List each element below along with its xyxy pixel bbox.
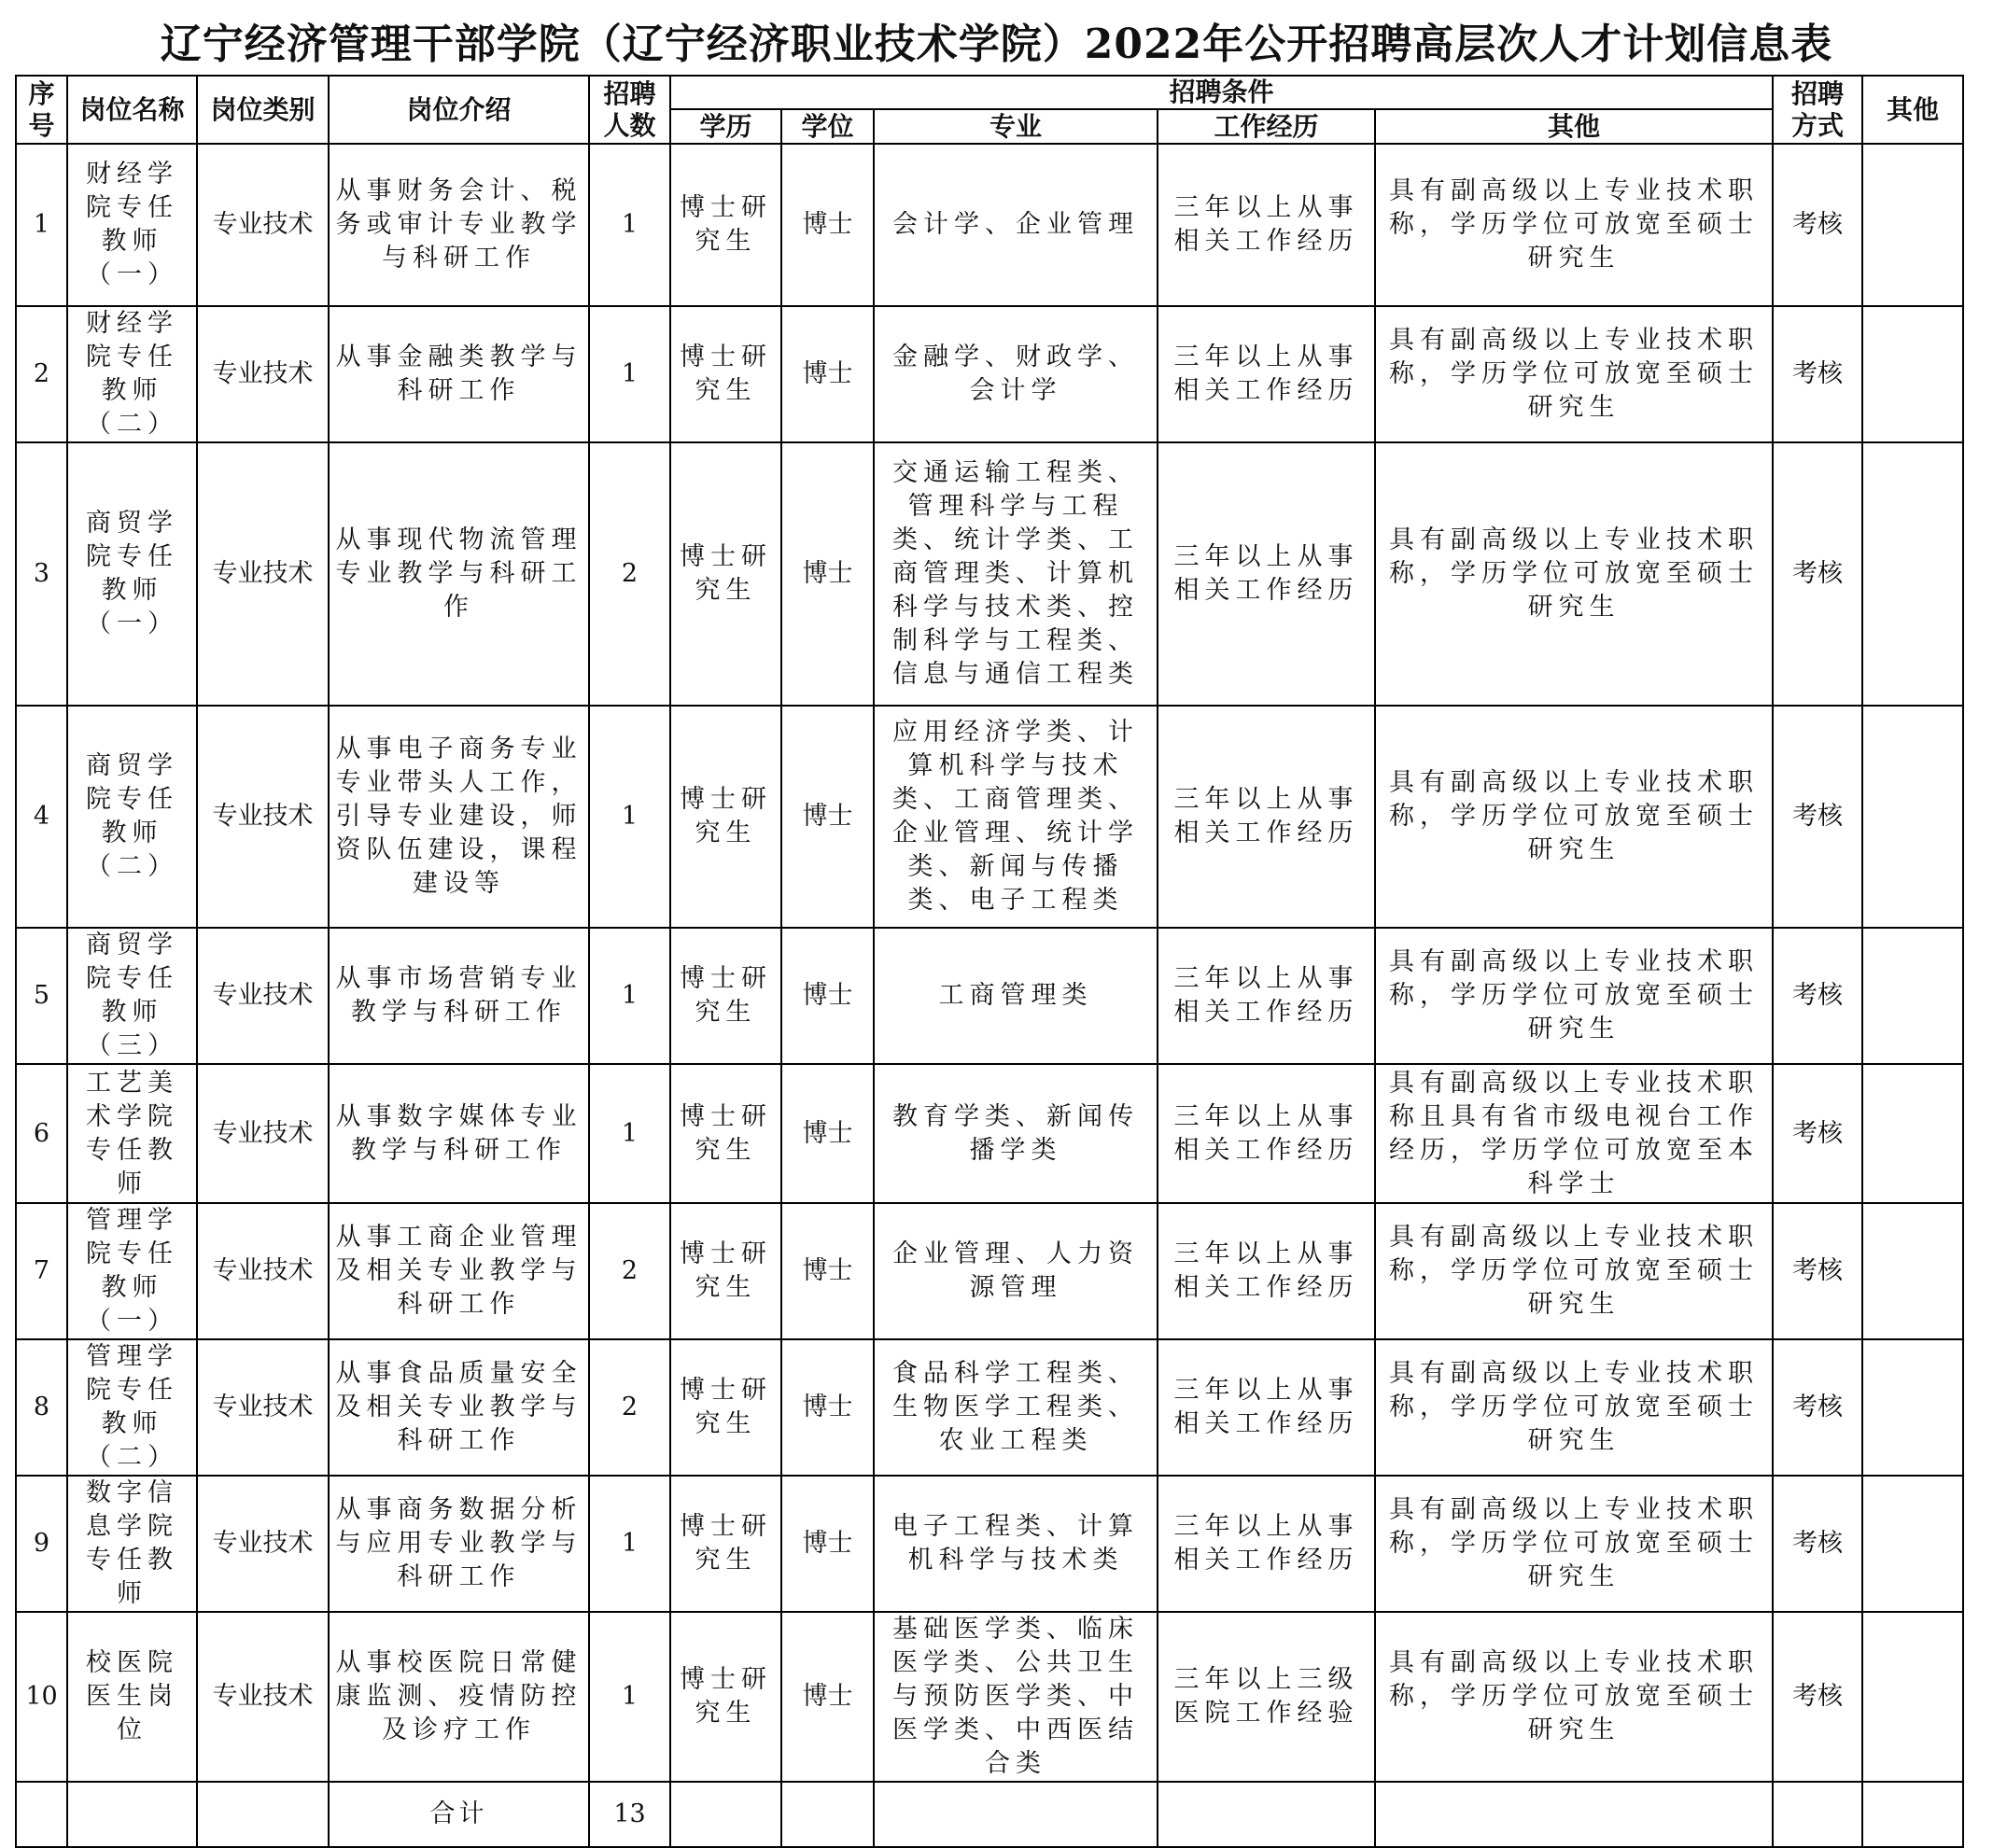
cell-experience: 三年以上从事相关工作经历 (1158, 928, 1375, 1064)
table-header (16, 76, 1963, 144)
cell-position-intro: 从事金融类教学与科研工作 (329, 306, 589, 442)
cell-education: 博士研究生 (670, 306, 781, 442)
cell-major: 企业管理、人力资源管理 (874, 1203, 1158, 1339)
cell-cond-other: 具有副高级以上专业技术职称，学历学位可放宽至硕士研究生 (1375, 306, 1773, 442)
cell-degree: 博士 (781, 1339, 874, 1476)
cell-position-type: 专业技术 (197, 144, 329, 306)
cell-position-name: 财经学院专任教师（一） (67, 144, 197, 306)
cell-experience: 三年以上从事相关工作经历 (1158, 1203, 1375, 1339)
cell-seq: 9 (16, 1476, 67, 1612)
header-experience: 工作经历 (1158, 109, 1375, 144)
cell-position-type: 专业技术 (197, 1339, 329, 1476)
cell-degree: 博士 (781, 1203, 874, 1339)
cell-seq: 8 (16, 1339, 67, 1476)
cell-major: 食品科学工程类、生物医学工程类、农业工程类 (874, 1339, 1158, 1476)
cell-method: 考核 (1773, 442, 1862, 706)
header-conditions: 招聘条件 (670, 76, 1773, 109)
cell-major: 会计学、企业管理 (874, 144, 1158, 306)
cell-position-intro: 从事食品质量安全及相关专业教学与科研工作 (329, 1339, 589, 1476)
cell-education: 博士研究生 (670, 1064, 781, 1203)
header-other: 其他 (1862, 76, 1963, 144)
cell-position-intro: 从事工商企业管理及相关专业教学与科研工作 (329, 1203, 589, 1339)
cell-position-name: 商贸学院专任教师（一） (67, 442, 197, 706)
cell-cond-other: 具有副高级以上专业技术职称，学历学位可放宽至硕士研究生 (1375, 1203, 1773, 1339)
cell-degree: 博士 (781, 706, 874, 928)
total-row (16, 1782, 1963, 1847)
table-row (16, 1064, 1963, 1203)
cell-count: 2 (589, 1203, 670, 1339)
total-cell-empty (1773, 1782, 1862, 1847)
cell-count: 1 (589, 706, 670, 928)
total-cell-empty (1862, 1782, 1963, 1847)
cell-degree: 博士 (781, 928, 874, 1064)
header-major: 专业 (874, 109, 1158, 144)
cell-degree: 博士 (781, 306, 874, 442)
cell-degree: 博士 (781, 442, 874, 706)
cell-education: 博士研究生 (670, 706, 781, 928)
header-cond-other: 其他 (1375, 109, 1773, 144)
cell-count: 2 (589, 1339, 670, 1476)
table-row (16, 306, 1963, 442)
cell-education: 博士研究生 (670, 442, 781, 706)
cell-method: 考核 (1773, 1476, 1862, 1612)
cell-count: 1 (589, 306, 670, 442)
table-row (16, 1203, 1963, 1339)
cell-education: 博士研究生 (670, 1339, 781, 1476)
cell-major: 电子工程类、计算机科学与技术类 (874, 1476, 1158, 1612)
cell-cond-other: 具有副高级以上专业技术职称，学历学位可放宽至硕士研究生 (1375, 1339, 1773, 1476)
cell-seq: 3 (16, 442, 67, 706)
cell-position-intro: 从事电子商务专业专业带头人工作，引导专业建设，师资队伍建设，课程建设等 (329, 706, 589, 928)
table-row (16, 706, 1963, 928)
cell-position-name: 工艺美术学院专任教师 (67, 1064, 197, 1203)
cell-position-name: 商贸学院专任教师（三） (67, 928, 197, 1064)
cell-experience: 三年以上从事相关工作经历 (1158, 706, 1375, 928)
total-cell-empty (670, 1782, 781, 1847)
cell-position-name: 管理学院专任教师（一） (67, 1203, 197, 1339)
cell-cond-other: 具有副高级以上专业技术职称，学历学位可放宽至硕士研究生 (1375, 1612, 1773, 1782)
total-label: 合计 (329, 1782, 589, 1847)
cell-position-name: 校医院医生岗位 (67, 1612, 197, 1782)
cell-position-intro: 从事商务数据分析与应用专业教学与科研工作 (329, 1476, 589, 1612)
cell-cond-other: 具有副高级以上专业技术职称，学历学位可放宽至硕士研究生 (1375, 928, 1773, 1064)
table-body (16, 144, 1963, 1847)
cell-education: 博士研究生 (670, 144, 781, 306)
cell-education: 博士研究生 (670, 1203, 781, 1339)
header-degree: 学位 (781, 109, 874, 144)
cell-seq: 1 (16, 144, 67, 306)
header-count: 招聘人数 (589, 76, 670, 144)
cell-count: 1 (589, 144, 670, 306)
header-method: 招聘方式 (1773, 76, 1862, 144)
total-cell-empty (781, 1782, 874, 1847)
cell-other (1862, 306, 1963, 442)
cell-method: 考核 (1773, 1064, 1862, 1203)
cell-count: 1 (589, 928, 670, 1064)
cell-seq: 4 (16, 706, 67, 928)
cell-position-name: 财经学院专任教师（二） (67, 306, 197, 442)
cell-seq: 5 (16, 928, 67, 1064)
cell-major: 交通运输工程类、管理科学与工程类、统计学类、工商管理类、计算机科学与技术类、控制科学与工程类、信息与通信工程类 (874, 442, 1158, 706)
cell-experience: 三年以上从事相关工作经历 (1158, 144, 1375, 306)
table-row (16, 1476, 1963, 1612)
cell-major: 基础医学类、临床医学类、公共卫生与预防医学类、中医学类、中西医结合类 (874, 1612, 1158, 1782)
cell-position-name: 商贸学院专任教师（二） (67, 706, 197, 928)
cell-method: 考核 (1773, 306, 1862, 442)
cell-count: 1 (589, 1064, 670, 1203)
cell-education: 博士研究生 (670, 1612, 781, 1782)
cell-other (1862, 1064, 1963, 1203)
cell-method: 考核 (1773, 1339, 1862, 1476)
cell-other (1862, 1476, 1963, 1612)
cell-cond-other: 具有副高级以上专业技术职称，学历学位可放宽至硕士研究生 (1375, 706, 1773, 928)
header-position-intro: 岗位介绍 (329, 76, 589, 144)
table-row (16, 144, 1963, 306)
cell-method: 考核 (1773, 928, 1862, 1064)
total-cell-empty (874, 1782, 1158, 1847)
cell-seq: 2 (16, 306, 67, 442)
cell-degree: 博士 (781, 1064, 874, 1203)
cell-method: 考核 (1773, 144, 1862, 306)
total-cell-empty (1375, 1782, 1773, 1847)
cell-major: 工商管理类 (874, 928, 1158, 1064)
cell-method: 考核 (1773, 1612, 1862, 1782)
cell-method: 考核 (1773, 706, 1862, 928)
total-cell-seq (16, 1782, 67, 1847)
cell-position-type: 专业技术 (197, 306, 329, 442)
cell-method: 考核 (1773, 1203, 1862, 1339)
cell-other (1862, 1203, 1963, 1339)
header-position-type: 岗位类别 (197, 76, 329, 144)
cell-position-name: 数字信息学院专任教师 (67, 1476, 197, 1612)
table-row (16, 1612, 1963, 1782)
cell-count: 1 (589, 1476, 670, 1612)
cell-position-intro: 从事财务会计、税务或审计专业教学与科研工作 (329, 144, 589, 306)
table-row (16, 1339, 1963, 1476)
cell-position-type: 专业技术 (197, 928, 329, 1064)
recruitment-table (15, 75, 1964, 1848)
cell-cond-other: 具有副高级以上专业技术职称，学历学位可放宽至硕士研究生 (1375, 1476, 1773, 1612)
cell-position-type: 专业技术 (197, 1612, 329, 1782)
cell-experience: 三年以上从事相关工作经历 (1158, 306, 1375, 442)
cell-degree: 博士 (781, 1476, 874, 1612)
table-row (16, 442, 1963, 706)
cell-experience: 三年以上从事相关工作经历 (1158, 442, 1375, 706)
header-position-name: 岗位名称 (67, 76, 197, 144)
cell-position-intro: 从事市场营销专业教学与科研工作 (329, 928, 589, 1064)
header-seq: 序号 (16, 76, 67, 144)
cell-other (1862, 706, 1963, 928)
cell-experience: 三年以上从事相关工作经历 (1158, 1476, 1375, 1612)
cell-major: 金融学、财政学、会计学 (874, 306, 1158, 442)
cell-other (1862, 442, 1963, 706)
cell-count: 1 (589, 1612, 670, 1782)
cell-position-type: 专业技术 (197, 706, 329, 928)
cell-major: 应用经济学类、计算机科学与技术类、工商管理类、企业管理、统计学类、新闻与传播类、电子工程类 (874, 706, 1158, 928)
cell-other (1862, 1612, 1963, 1782)
cell-position-intro: 从事校医院日常健康监测、疫情防控及诊疗工作 (329, 1612, 589, 1782)
cell-other (1862, 1339, 1963, 1476)
cell-position-type: 专业技术 (197, 442, 329, 706)
cell-other (1862, 928, 1963, 1064)
cell-position-name: 管理学院专任教师（二） (67, 1339, 197, 1476)
cell-seq: 7 (16, 1203, 67, 1339)
cell-cond-other: 具有副高级以上专业技术职称且具有省市级电视台工作经历，学历学位可放宽至本科学士 (1375, 1064, 1773, 1203)
cell-cond-other: 具有副高级以上专业技术职称，学历学位可放宽至硕士研究生 (1375, 442, 1773, 706)
cell-degree: 博士 (781, 144, 874, 306)
cell-position-intro: 从事现代物流管理专业教学与科研工作 (329, 442, 589, 706)
cell-seq: 10 (16, 1612, 67, 1782)
cell-count: 2 (589, 442, 670, 706)
cell-education: 博士研究生 (670, 928, 781, 1064)
total-count: 13 (589, 1782, 670, 1847)
cell-seq: 6 (16, 1064, 67, 1203)
cell-experience: 三年以上三级医院工作经验 (1158, 1612, 1375, 1782)
total-cell-empty (197, 1782, 329, 1847)
cell-experience: 三年以上从事相关工作经历 (1158, 1064, 1375, 1203)
cell-experience: 三年以上从事相关工作经历 (1158, 1339, 1375, 1476)
page-title: 辽宁经济管理干部学院（辽宁经济职业技术学院）2022年公开招聘高层次人才计划信息表 (160, 21, 1833, 68)
cell-education: 博士研究生 (670, 1476, 781, 1612)
table-row (16, 928, 1963, 1064)
cell-position-type: 专业技术 (197, 1476, 329, 1612)
cell-position-type: 专业技术 (197, 1064, 329, 1203)
cell-degree: 博士 (781, 1612, 874, 1782)
header-education: 学历 (670, 109, 781, 144)
total-cell-empty (1158, 1782, 1375, 1847)
cell-position-type: 专业技术 (197, 1203, 329, 1339)
total-cell-empty (67, 1782, 197, 1847)
cell-cond-other: 具有副高级以上专业技术职称，学历学位可放宽至硕士研究生 (1375, 144, 1773, 306)
cell-position-intro: 从事数字媒体专业教学与科研工作 (329, 1064, 589, 1203)
cell-major: 教育学类、新闻传播学类 (874, 1064, 1158, 1203)
cell-other (1862, 144, 1963, 306)
